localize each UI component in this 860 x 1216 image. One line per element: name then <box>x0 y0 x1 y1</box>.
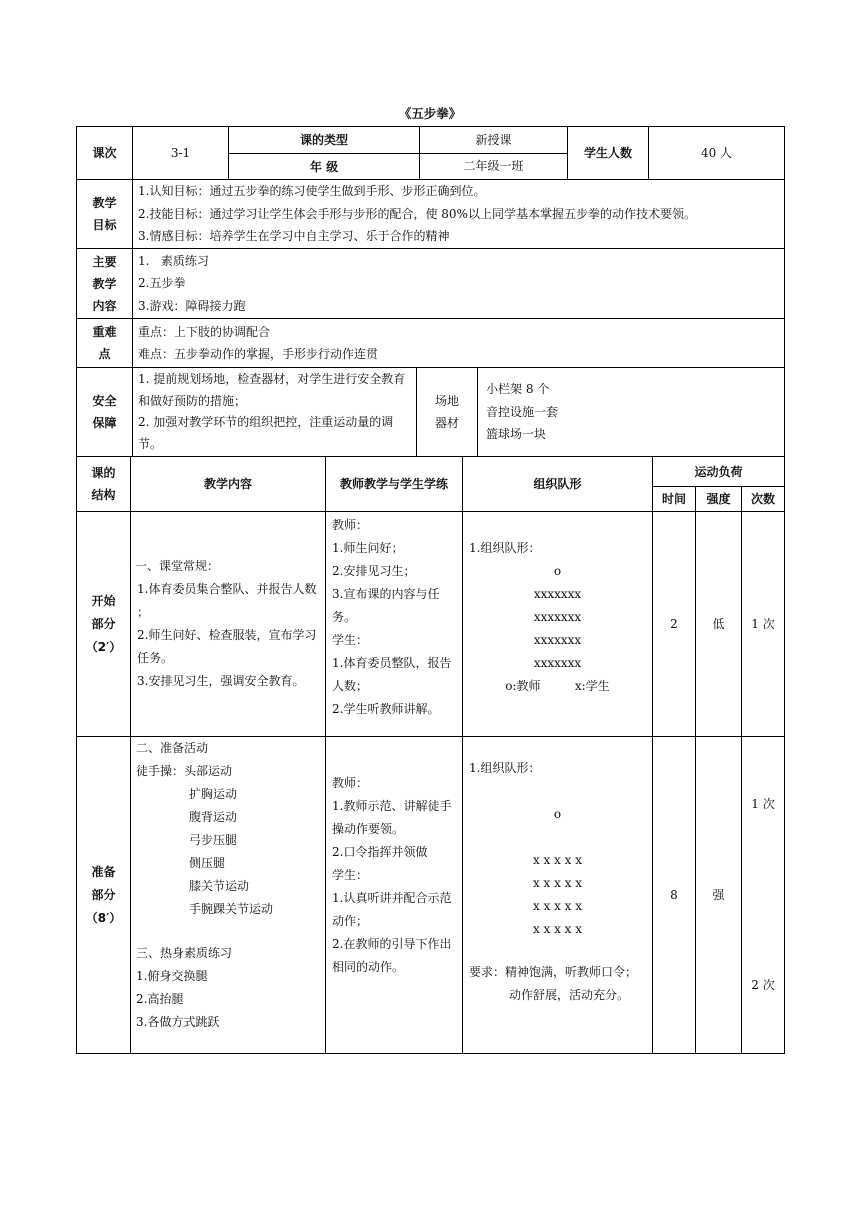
prep-teaching-item: 2.口令指挥并领做 <box>332 844 428 859</box>
prep-teaching-item: 2.在教师的引导下作出相同的动作。 <box>332 936 452 974</box>
col-intensity: 强度 <box>696 487 742 512</box>
start-intensity: 低 <box>696 512 742 737</box>
formation-legend: o:教师 x:学生 <box>505 678 610 693</box>
prep-content-item: 徒手操：头部运动 <box>136 764 233 778</box>
prep-formation <box>463 737 653 1054</box>
start-teaching-item: 1.体育委员整队，报告人数； <box>332 656 452 693</box>
start-teaching-item: 2.学生听教师讲解。 <box>332 702 440 716</box>
type-label: 课的类型 <box>229 127 420 154</box>
col-time: 时间 <box>653 487 696 512</box>
start-teaching-item: 3.宣布课的内容与任务。 <box>332 587 440 624</box>
keypoints-label: 重难 点 <box>77 319 133 368</box>
grade-value: 二年级一班 <box>420 154 568 180</box>
prep-teaching-item: 1.认真听讲并配合示范动作； <box>332 890 452 928</box>
prep-content-item: 腹背运动 <box>189 810 238 824</box>
prep-content-item: 三、热身素质练习 <box>136 946 233 960</box>
prep-content-item: 3.各做方式跳跃 <box>136 1015 220 1029</box>
content-item: 2.五步拳 <box>138 276 186 291</box>
col-teaching: 教师教学与学生学练 <box>326 457 463 512</box>
summary-table <box>76 126 785 368</box>
safety-label: 安全 保障 <box>77 368 133 457</box>
start-label: 开始 部分 （2′） <box>77 512 131 737</box>
prep-content <box>131 737 326 1054</box>
start-time: 2 <box>653 512 696 737</box>
start-count: 1 次 <box>742 512 785 737</box>
formation-caption: 1.组织队形： <box>469 761 541 775</box>
prep-teaching-item: 1.教师示范、讲解徒手操动作要领。 <box>332 798 452 836</box>
prep-content-item: 手腕踝关节运动 <box>189 902 274 916</box>
safety-item: 2. 加强对教学环节的组织把控，注重运动量的调节。 <box>138 415 394 451</box>
start-content-item: 1.体育委员集合整队、并报告人数 ； <box>137 582 317 619</box>
keypoint-item: 重点：上下肢的协调配合 <box>138 324 271 339</box>
students-label: 学生人数 <box>568 127 649 180</box>
start-content <box>131 512 326 737</box>
col-count: 次数 <box>742 487 785 512</box>
structure-table <box>76 456 785 1054</box>
content-item: 1. 素质练习 <box>138 253 209 268</box>
formation-requirement: 动作舒展，活动充分。 <box>509 988 630 1002</box>
student-row: x x x x x <box>532 853 583 867</box>
student-row: xxxxxxx <box>533 655 582 670</box>
venue-item: 音控设施一套 <box>486 404 559 419</box>
lesson-label: 课次 <box>77 127 133 180</box>
start-content-item: 一、课堂常规： <box>135 559 220 573</box>
prep-content-item: 二、准备活动 <box>136 741 209 755</box>
student-row: xxxxxxx <box>533 586 582 601</box>
safety-item: 1. 提前规划场地，检查器材，对学生进行安全教育和做好预防的措施； <box>138 372 406 408</box>
teacher-mark: o <box>553 563 562 578</box>
start-content-item: 2.师生问好、检查服装，宣布学习任务。 <box>137 628 317 665</box>
start-teaching-item: 1.师生问好； <box>332 541 404 555</box>
prep-content-item: 膝关节运动 <box>189 879 250 893</box>
prep-teaching <box>326 737 463 1054</box>
content-text <box>133 249 785 319</box>
keypoints-text <box>133 319 785 368</box>
formation-requirement: 要求：精神饱满，听教师口令； <box>469 965 638 979</box>
start-teaching-item: 学生： <box>332 633 369 647</box>
start-formation <box>463 512 653 737</box>
student-row: x x x x x <box>532 899 583 913</box>
student-row: x x x x x <box>532 876 583 890</box>
col-formation: 组织队形 <box>463 457 653 512</box>
safety-text <box>133 368 417 457</box>
prep-intensity: 强 <box>696 737 742 1054</box>
start-teaching-item: 教师： <box>332 518 369 532</box>
page-title: 《五步拳》 <box>398 106 462 121</box>
venue-item: 小栏架 8 个 <box>486 382 550 396</box>
prep-time: 8 <box>653 737 696 1054</box>
student-row: xxxxxxx <box>533 609 582 624</box>
grade-label: 年 级 <box>229 154 420 180</box>
lesson-value: 3-1 <box>133 127 229 180</box>
teacher-mark: o <box>553 807 562 821</box>
prep-label: 准备 部分 （8′） <box>77 737 131 1054</box>
prep-count <box>742 737 785 1054</box>
keypoint-item: 难点：五步拳动作的掌握，手形步行动作连贯 <box>138 347 379 361</box>
formation-caption: 1.组织队形： <box>469 540 541 555</box>
student-row: xxxxxxx <box>533 632 582 647</box>
goal-item: 3.情感目标：培养学生在学习中自主学习、乐于合作的精神 <box>138 229 450 244</box>
venue-item: 篮球场一块 <box>486 427 547 441</box>
type-value: 新授课 <box>420 127 568 154</box>
prep-content-item: 弓步压腿 <box>189 833 238 847</box>
prep-count-2: 2 次 <box>751 977 775 992</box>
prep-content-item: 1.俯身交换腿 <box>136 969 208 983</box>
prep-teaching-item: 学生： <box>332 867 369 882</box>
col-content: 教学内容 <box>131 457 326 512</box>
start-teaching-item: 2.安排见习生； <box>332 564 416 578</box>
start-teaching <box>326 512 463 737</box>
col-load: 运动负荷 <box>653 457 785 487</box>
goal-item: 2.技能目标：通过学习让学生体会手形与步形的配合，使 80%以上同学基本掌握五步拳的动作技术要领。 <box>138 206 696 221</box>
goals-label: 教学 目标 <box>77 180 133 249</box>
goals-text <box>133 180 785 249</box>
prep-content-item: 侧压腿 <box>189 856 226 870</box>
start-content-item: 3.安排见习生，强调安全教育。 <box>137 674 305 688</box>
students-value: 40 人 <box>649 127 785 180</box>
col-structure: 课的 结构 <box>77 457 131 512</box>
prep-content-item: 2.高抬腿 <box>136 992 184 1006</box>
content-label: 主要 教学 内容 <box>77 249 133 319</box>
venue-label: 场地 器材 <box>417 368 478 457</box>
venue-text <box>478 368 785 457</box>
lesson-plan-table <box>76 126 784 1054</box>
student-row: x x x x x <box>532 922 583 936</box>
prep-teaching-item: 教师： <box>332 775 369 790</box>
prep-count-1: 1 次 <box>751 797 775 811</box>
goal-item: 1.认知目标：通过五步拳的练习使学生做到手形、步形正确到位。 <box>138 184 486 199</box>
content-item: 3.游戏：障碍接力跑 <box>138 298 246 313</box>
prep-content-item: 扩胸运动 <box>189 787 238 801</box>
safety-table <box>76 367 785 457</box>
